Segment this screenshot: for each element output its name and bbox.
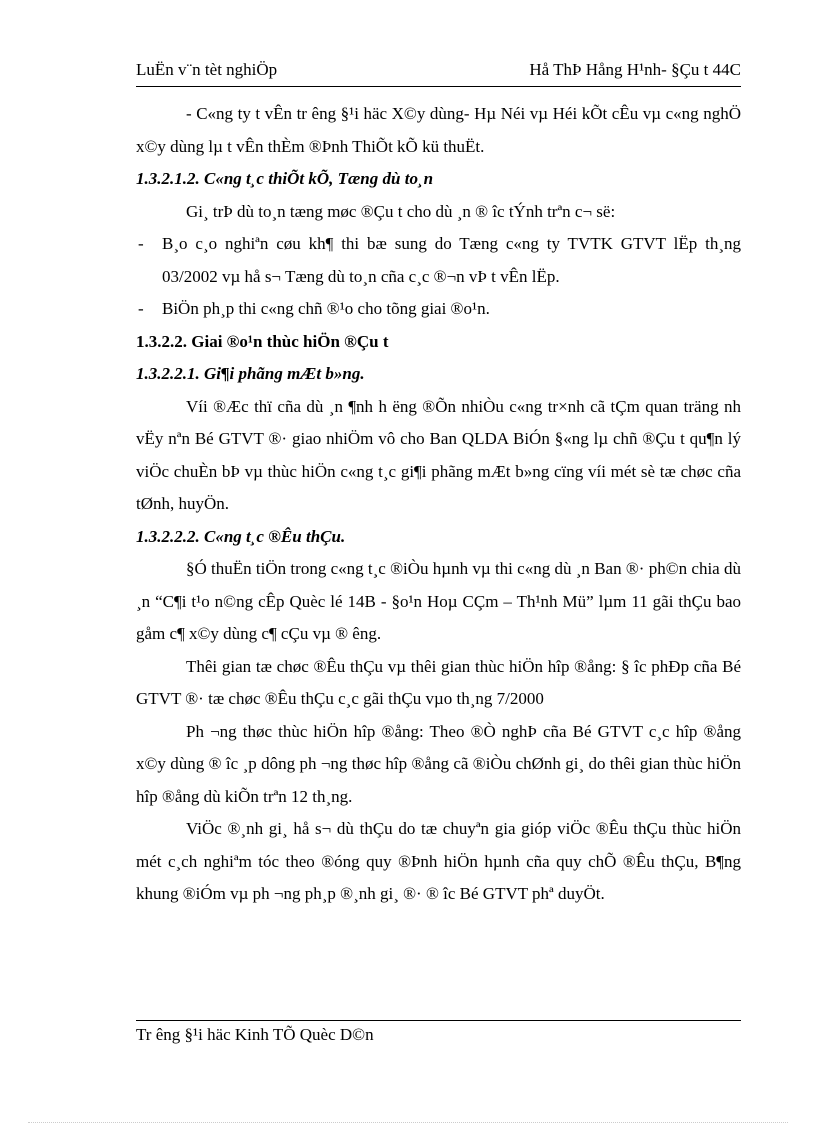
bullet-text: B¸o c¸o nghiªn cøu kh¶ thi bæ sung do Tæng c«ng ty TVTK GTVT lËp th¸ng 03/2002 vµ hå s¬ Tæng dù to¸n cña c¸c ®¬n vÞ t vÊn lËp. <box>162 234 741 286</box>
paragraph-contract-method: Ph ¬ng thøc thùc hiÖn hîp ®ång: Theo ®Ò nghÞ cña Bé GTVT c¸c hîp ®ång x©y dùng ® îc ¸p dông ph ¬ng thøc hîp ®ång cã ®iÒu chØnh gi¸ do thêi gian thùc hiÖn hîp ®ång dù kiÕn trªn 12 th¸ng. <box>136 721 741 806</box>
bullet-dash: - <box>138 299 144 318</box>
paragraph-estimate-basis: Gi¸ trÞ dù to¸n tæng møc ®Çu t cho dù ¸n ® îc tÝnh trªn c¬ së: <box>186 201 616 221</box>
paragraph-packages: §Ó thuËn tiÖn trong c«ng t¸c ®iÒu hµnh vµ thi c«ng dù ¸n Ban ®· ph©n chia dù ¸n “C¶i t¹o n©ng cÊp Quèc lé 14B - §o¹n Hoµ CÇm – Th¹nh Mü” lµm 11 gãi thÇu bao gåm c¶ x©y dùng c¶ cÇu vµ ® êng. <box>136 559 741 643</box>
footer-university: Tr êng §¹i häc Kinh TÕ Quèc D©n <box>136 1025 374 1044</box>
paragraph-evaluation: ViÖc ®¸nh gi¸ hå s¬ dù thÇu do tæ chuyªn gia gióp viÖc ®Êu thÇu thùc hiÖn mét c¸ch nghiªm tóc theo ®óng quy ®Þnh hiÖn hµnh cña quy chÕ ®Êu thÇu, B¶ng khung ®iÓm vµ ph ¬ng ph¸p ®¸nh gi¸ ®· ® îc Bé GTVT phª duyÖt. <box>136 819 741 903</box>
bullet-text: BiÖn ph¸p thi c«ng chñ ®¹o cho tõng giai ®o¹n. <box>162 299 490 318</box>
section-heading-bidding: 1.3.2.2.2. C«ng t¸c ®Êu thÇu. <box>136 526 346 546</box>
paragraph-consultant: - C«ng ty t vÊn tr êng §¹i häc X©y dùng- Hµ Néi vµ Héi kÕt cÊu vµ c«ng nghÖ x©y dùng lµ t vÊn thÈm ®Þnh ThiÕt kÕ kü thuËt. <box>136 104 741 156</box>
page-header <box>136 58 741 87</box>
paragraph-site-clearance: Víi ®Æc thï cña dù ¸n ¶nh h ëng ®Õn nhiÒu c«ng tr×nh cã tÇm quan träng nh vËy nªn Bé GTVT ®· giao nhiÖm vô cho Ban QLDA BiÓn §«ng lµ chñ ®Çu t qu¶n lý viÖc chuÈn bÞ vµ thùc hiÖn c«ng t¸c gi¶i phãng mÆt b»ng cïng víi mét sè tæ chøc cña tØnh, huyÖn. <box>136 396 741 513</box>
header-author: Hå ThÞ Hång H¹nh- §Çu t 44C <box>529 60 741 79</box>
section-heading-implementation: 1.3.2.2. Giai ®o¹n thùc hiÖn ®Çu t <box>136 331 389 351</box>
bullet-item-method <box>136 293 741 326</box>
page-footer <box>136 1020 741 1045</box>
header-thesis-title: LuËn v¨n tèt nghiÖp <box>136 60 278 79</box>
section-heading-design: 1.3.2.1.2. C«ng t¸c thiÕt kÕ, Tæng dù to¸n <box>136 169 434 188</box>
bullet-item-feasibility <box>136 228 741 293</box>
paragraph-bidding-time: Thêi gian tæ chøc ®Êu thÇu vµ thêi gian thùc hiÖn hîp ®ång: § îc phÐp cña Bé GTVT ®· tæ chøc ®Êu thÇu c¸c gãi thÇu vµo th¸ng 7/2000 <box>136 656 741 708</box>
document-body <box>136 98 741 911</box>
bullet-dash: - <box>138 234 144 253</box>
section-heading-site-clearance: 1.3.2.2.1. Gi¶i phãng mÆt b»ng. <box>136 364 365 383</box>
